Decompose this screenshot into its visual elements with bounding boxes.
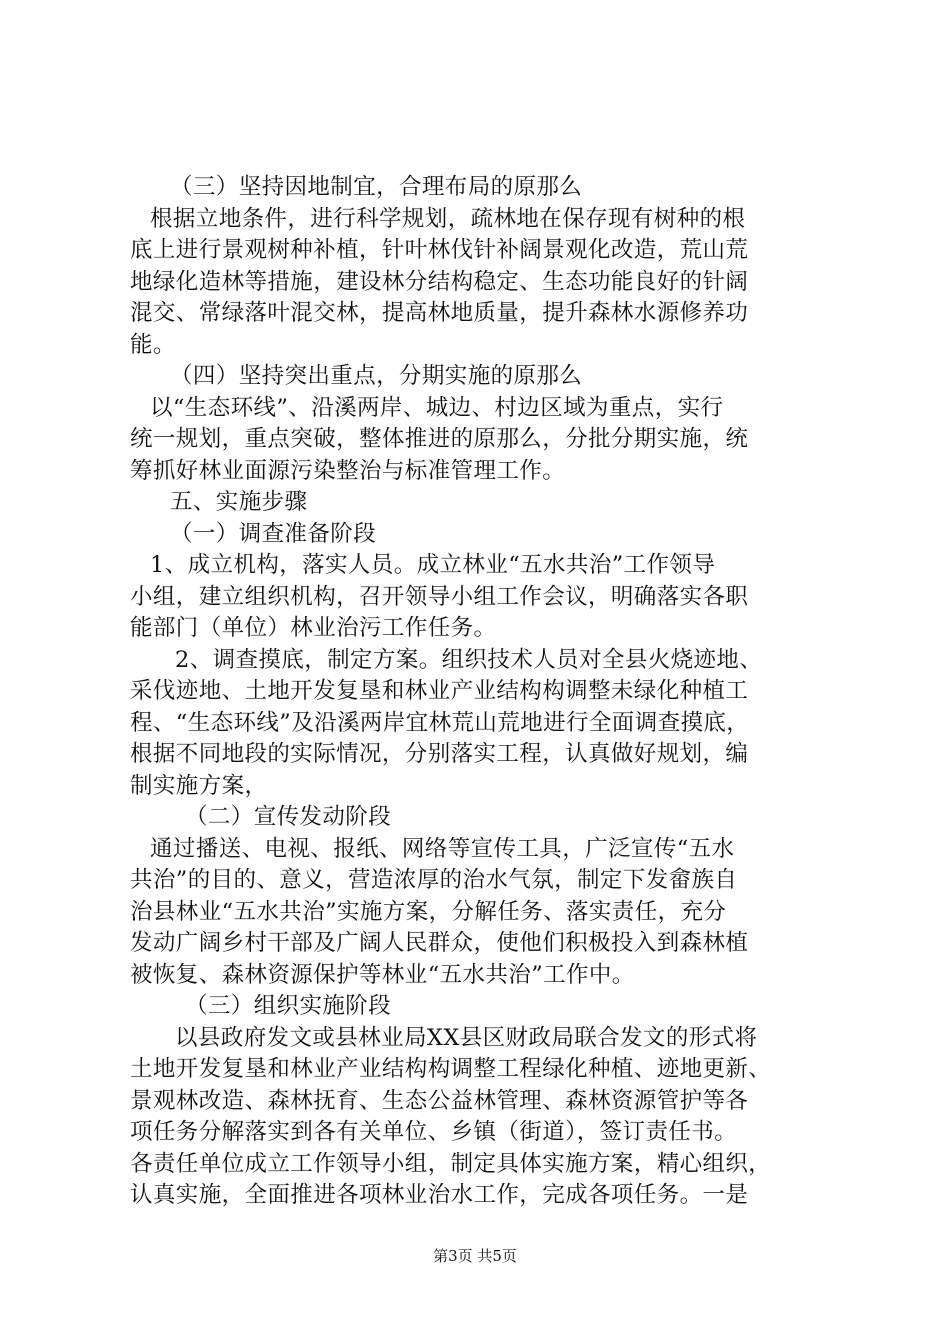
text-line: 各责任单位成立工作领导小组，制定具体实施方案，精心组织， — [130, 1150, 772, 1177]
text-line: 认真实施，全面推进各项林业治水工作，完成各项任务。一是 — [130, 1182, 749, 1208]
text-line: （二）宣传发动阶段 — [185, 804, 392, 830]
text-line: 能。 — [130, 331, 176, 358]
text-line: 以“生态环线”、沿溪两岸、城边、村边区域为重点，实行 — [150, 394, 724, 421]
text-line: 2、调查摸底，制定方案。组织技术人员对全县火烧迹地、 — [175, 646, 763, 673]
text-line: 统一规划，重点突破，整体推进的原那么，分批分期实施，统 — [130, 426, 749, 452]
text-line: （三）坚持因地制宜，合理布局的原那么 — [170, 174, 583, 200]
text-line: 项任务分解落实到各有关单位、乡镇（街道），签订责任书。 — [130, 1119, 738, 1145]
text-line: （一）调查准备阶段 — [170, 520, 377, 547]
text-line: 治县林业“五水共治”实施方案，分解任务、落实责任，充分 — [130, 898, 727, 925]
text-line: 通过播送、电视、报纸、网络等宣传工具，广泛宣传“五水 — [150, 835, 735, 862]
text-line: 小组，建立组织机构，召开领导小组工作会议，明确落实各职 — [130, 583, 749, 610]
text-line: 采伐迹地、土地开发复垦和林业产业结构构调整未绿化种植工 — [130, 678, 749, 704]
text-line: （三）组织实施阶段 — [185, 993, 392, 1019]
text-line: 根据立地条件，进行科学规划，疏林地在保存现有树种的根 — [150, 205, 746, 232]
text-line: 土地开发复垦和林业产业结构构调整工程绿化种植、迹地更新、 — [130, 1056, 772, 1082]
text-line: 程、“生态环线”及沿溪两岸宜林荒山荒地进行全面调查摸底， — [130, 709, 750, 736]
text-line: （四）坚持突出重点，分期实施的原那么 — [170, 363, 583, 389]
text-line: 共治”的目的、意义，营造浓厚的治水气氛，制定下发畲族自 — [130, 867, 738, 893]
text-line: 底上进行景观树种补植，针叶林伐针补阔景观化改造，荒山荒 — [130, 237, 749, 263]
text-line: 混交、常绿落叶混交林，提高林地质量，提升森林水源修养功 — [130, 300, 749, 326]
text-line: 地绿化造林等措施，建设林分结构稳定、生态功能良好的针阔 — [130, 268, 749, 295]
text-line: 以县政府发文或县林业局XX县区财政局联合发文的形式将 — [175, 1024, 758, 1051]
text-line: 筹抓好林业面源污染整治与标准管理工作。 — [130, 457, 566, 484]
text-line: 被恢复、森林资源保护等林业“五水共治”工作中。 — [130, 961, 635, 988]
text-line: 五、实施步骤 — [170, 489, 308, 515]
text-line: 制实施方案， — [130, 772, 268, 799]
body-text — [130, 172, 830, 1212]
text-line: 景观林改造、森林抚育、生态公益林管理、森林资源管护等各 — [130, 1087, 749, 1114]
text-line: 能部门（单位）林业治污工作任务。 — [130, 615, 497, 641]
text-line: 1、成立机构，落实人员。成立林业“五水共治”工作领导 — [150, 552, 716, 578]
text-line: 发动广阔乡村干部及广阔人民群众，使他们积极投入到森林植 — [130, 930, 749, 956]
text-line: 根据不同地段的实际情况，分别落实工程，认真做好规划，编 — [130, 741, 749, 767]
page-footer: 第3页 共5页 — [433, 1247, 517, 1265]
